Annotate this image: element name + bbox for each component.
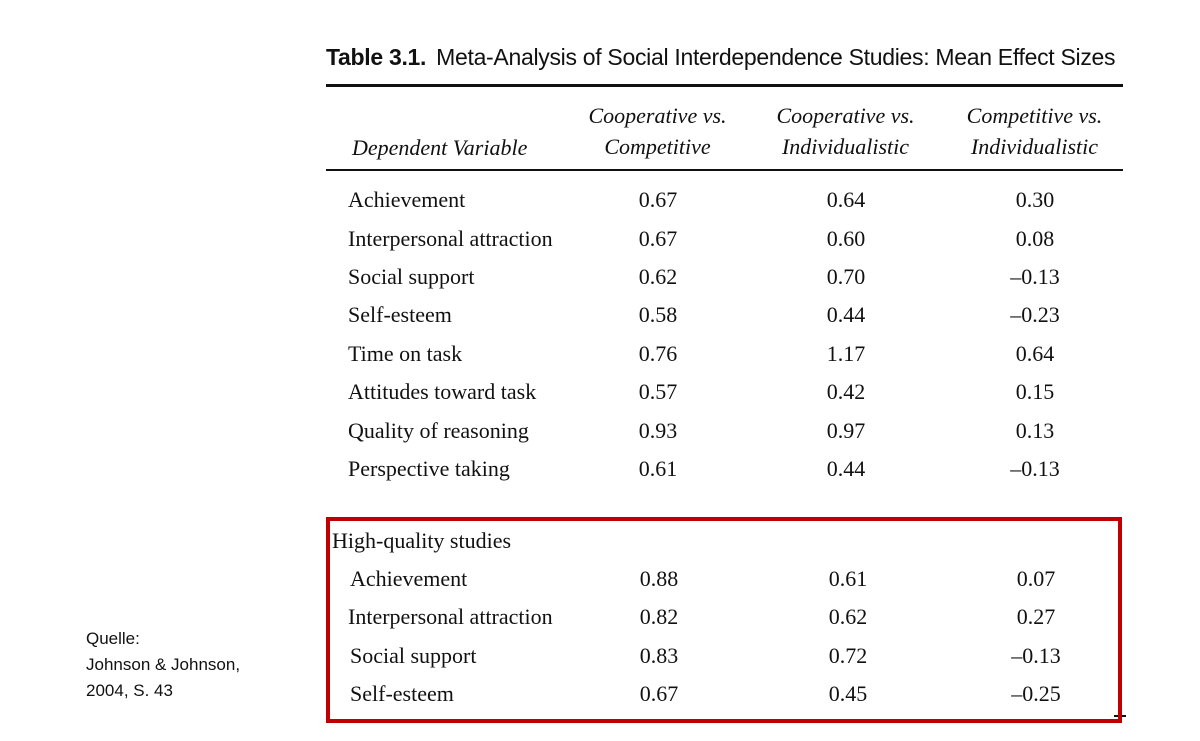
row-value: 0.70	[826, 264, 866, 289]
row-value: 0.64	[1015, 341, 1055, 366]
row-label: Social support	[348, 264, 475, 289]
row-value: –0.13	[1010, 456, 1060, 481]
row-value: 0.76	[638, 341, 678, 366]
source-line: Johnson & Johnson,	[86, 655, 241, 674]
header-comp-vs-ind-line1: Competitive vs.	[966, 103, 1103, 128]
row-label: Perspective taking	[348, 456, 510, 481]
row-value: –0.25	[1011, 681, 1061, 706]
header-coop-vs-ind	[758, 100, 933, 162]
header-coop-vs-comp-line1: Cooperative vs.	[588, 103, 727, 128]
row-value: 0.30	[1015, 187, 1055, 212]
row-value: 0.82	[639, 604, 679, 629]
row-value: 0.97	[826, 418, 866, 443]
row-label: Time on task	[348, 341, 463, 366]
row-label: Interpersonal attraction	[348, 226, 553, 251]
row-value: 0.88	[639, 566, 679, 591]
row-value: 0.44	[826, 302, 866, 327]
row-value: 0.61	[828, 566, 868, 591]
header-comp-vs-ind-line2: Individualistic	[970, 134, 1099, 159]
row-label: Achievement	[348, 187, 466, 212]
table-title-text: Meta-Analysis of Social Interdependence Studies: Mean Effect Sizes	[436, 44, 1116, 70]
row-label: Self-esteem	[348, 302, 452, 327]
row-value: 0.67	[638, 187, 678, 212]
row-label: Self-esteem	[350, 681, 454, 706]
top-rule	[326, 84, 1123, 87]
row-value: 0.83	[639, 643, 679, 668]
highlight-box	[326, 517, 1122, 723]
section-label-high-quality: High-quality studies	[332, 528, 512, 553]
table-title	[326, 44, 1115, 71]
row-value: 1.17	[826, 341, 866, 366]
header-coop-vs-ind-line1: Cooperative vs.	[776, 103, 915, 128]
row-value: 0.13	[1015, 418, 1055, 443]
row-value: 0.57	[638, 379, 678, 404]
table-number: Table 3.1.	[326, 44, 427, 70]
header-coop-vs-ind-line2: Individualistic	[781, 134, 910, 159]
row-value: 0.07	[1016, 566, 1056, 591]
row-value: 0.72	[828, 643, 868, 668]
row-value: 0.67	[639, 681, 679, 706]
row-value: –0.23	[1010, 302, 1060, 327]
row-value: –0.13	[1010, 264, 1060, 289]
row-value: –0.13	[1011, 643, 1061, 668]
row-label: Quality of reasoning	[348, 418, 529, 443]
row-value: 0.44	[826, 456, 866, 481]
row-label: Attitudes toward task	[348, 379, 537, 404]
row-value: 0.45	[828, 681, 868, 706]
source-line: 2004, S. 43	[86, 681, 173, 700]
row-label: Achievement	[350, 566, 468, 591]
row-value: 0.58	[638, 302, 678, 327]
row-value: 0.08	[1015, 226, 1055, 251]
row-label: Social support	[350, 643, 477, 668]
header-comp-vs-ind	[947, 100, 1122, 162]
row-value: 0.93	[638, 418, 678, 443]
header-dependent-variable: Dependent Variable	[352, 135, 528, 160]
row-value: 0.64	[826, 187, 866, 212]
header-coop-vs-comp	[570, 100, 745, 162]
row-value: 0.42	[826, 379, 866, 404]
row-value: 0.62	[828, 604, 868, 629]
row-value: 0.60	[826, 226, 866, 251]
row-value: 0.61	[638, 456, 678, 481]
row-value: 0.27	[1016, 604, 1056, 629]
row-value: 0.15	[1015, 379, 1055, 404]
source-note	[86, 626, 240, 704]
row-label: Interpersonal attraction	[348, 604, 553, 629]
header-rule	[326, 169, 1123, 171]
source-line: Quelle:	[86, 629, 140, 648]
header-coop-vs-comp-line2: Competitive	[604, 134, 711, 159]
row-value: 0.67	[638, 226, 678, 251]
row-value: 0.62	[638, 264, 678, 289]
